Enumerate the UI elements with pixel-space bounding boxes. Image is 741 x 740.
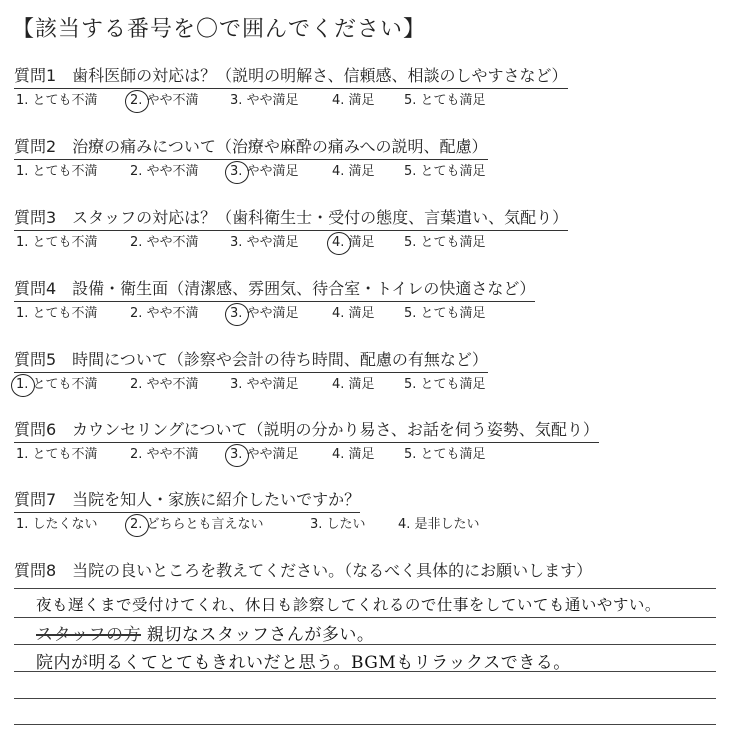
question-6-options — [14, 444, 734, 466]
q4-option-3-selected[interactable]: 3. やや満足 — [230, 303, 299, 325]
q1-option-2-selected[interactable]: 2. やや不満 — [130, 90, 199, 112]
q3-option-2[interactable]: 2. やや不満 — [130, 235, 199, 250]
question-1 — [14, 66, 734, 112]
q5-option-3[interactable]: 3. やや満足 — [230, 377, 299, 392]
q2-option-2[interactable]: 2. やや不満 — [130, 164, 199, 179]
question-2 — [14, 137, 734, 183]
question-4 — [14, 279, 734, 325]
question-1-options — [14, 90, 734, 112]
q8-answer-line-1[interactable]: 夜も遅くまで受付けてくれ、休日も診察してくれるので仕事をしていても通いやすい。 — [36, 596, 661, 614]
q3-option-4-selected[interactable]: 4. 満足 — [332, 232, 375, 254]
answer-line-6 — [14, 724, 716, 725]
q2-option-4[interactable]: 4. 満足 — [332, 164, 375, 179]
q5-option-5[interactable]: 5. とても満足 — [404, 377, 486, 392]
q1-option-1[interactable]: 1. とても不満 — [16, 93, 98, 108]
q6-option-3-selected[interactable]: 3. やや満足 — [230, 444, 299, 466]
q8-struck-text: スタッフの方 — [36, 625, 141, 645]
question-7 — [14, 490, 734, 536]
q1-option-3[interactable]: 3. やや満足 — [230, 93, 299, 108]
q2-option-5[interactable]: 5. とても満足 — [404, 164, 486, 179]
q6-option-1[interactable]: 1. とても不満 — [16, 447, 98, 462]
page-title: 【該当する番号を〇で囲んでください】 — [12, 17, 427, 42]
question-2-options — [14, 161, 734, 183]
question-5 — [14, 350, 734, 396]
question-5-label: 質問5 時間について（診察や会計の待ち時間、配慮の有無など） — [14, 350, 488, 373]
answer-line-1 — [14, 588, 716, 589]
question-5-options — [14, 374, 734, 396]
question-3-label: 質問3 スタッフの対応は？（歯科衛生士・受付の態度、言葉遣い、気配り） — [14, 208, 568, 231]
q4-option-1[interactable]: 1. とても不満 — [16, 306, 98, 321]
q1-option-5[interactable]: 5. とても満足 — [404, 93, 486, 108]
q6-option-5[interactable]: 5. とても満足 — [404, 447, 486, 462]
question-7-label: 質問7 当院を知人・家族に紹介したいですか？ — [14, 490, 360, 513]
question-8-label: 質問8 当院の良いところを教えてください。（なるべく具体的にお願いします） — [14, 561, 593, 580]
q3-option-1[interactable]: 1. とても不満 — [16, 235, 98, 250]
q4-option-2[interactable]: 2. やや不満 — [130, 306, 199, 321]
q7-option-2-selected[interactable]: 2. どちらとも言えない — [130, 514, 264, 536]
question-7-options — [14, 514, 734, 536]
q3-option-5[interactable]: 5. とても満足 — [404, 235, 486, 250]
q3-option-3[interactable]: 3. やや満足 — [230, 235, 299, 250]
question-4-label: 質問4 設備・衛生面（清潔感、雰囲気、待合室・トイレの快適さなど） — [14, 279, 535, 302]
q1-option-4[interactable]: 4. 満足 — [332, 93, 375, 108]
q5-option-4[interactable]: 4. 満足 — [332, 377, 375, 392]
question-4-options — [14, 303, 734, 325]
q4-option-4[interactable]: 4. 満足 — [332, 306, 375, 321]
q7-option-4[interactable]: 4. 是非したい — [398, 517, 480, 532]
question-6 — [14, 420, 734, 466]
question-8 — [14, 561, 734, 583]
q7-option-3[interactable]: 3. したい — [310, 517, 366, 532]
question-3 — [14, 208, 734, 254]
question-1-label: 質問1 歯科医師の対応は？（説明の明解さ、信頼感、相談のしやすさなど） — [14, 66, 568, 89]
q8-answer-line-2[interactable] — [36, 620, 374, 645]
q6-option-2[interactable]: 2. やや不満 — [130, 447, 199, 462]
question-2-label: 質問2 治療の痛みについて（治療や麻酔の痛みへの説明、配慮） — [14, 137, 488, 160]
q2-option-1[interactable]: 1. とても不満 — [16, 164, 98, 179]
q8-answer-line-2-text: 親切なスタッフさんが多い。 — [146, 625, 375, 645]
q8-answer-line-3[interactable]: 院内が明るくてとてもきれいだと思う。BGMもリラックスできる。 — [36, 653, 571, 673]
q4-option-5[interactable]: 5. とても満足 — [404, 306, 486, 321]
question-3-options — [14, 232, 734, 254]
q5-option-2[interactable]: 2. やや不満 — [130, 377, 199, 392]
q5-option-1-selected[interactable]: 1. とても不満 — [16, 374, 98, 396]
answer-line-2 — [14, 617, 716, 618]
answer-line-5 — [14, 698, 716, 699]
q2-option-3-selected[interactable]: 3. やや満足 — [230, 161, 299, 183]
question-6-label: 質問6 カウンセリングについて（説明の分かり易さ、お話を伺う姿勢、気配り） — [14, 420, 599, 443]
q7-option-1[interactable]: 1. したくない — [16, 517, 98, 532]
q6-option-4[interactable]: 4. 満足 — [332, 447, 375, 462]
